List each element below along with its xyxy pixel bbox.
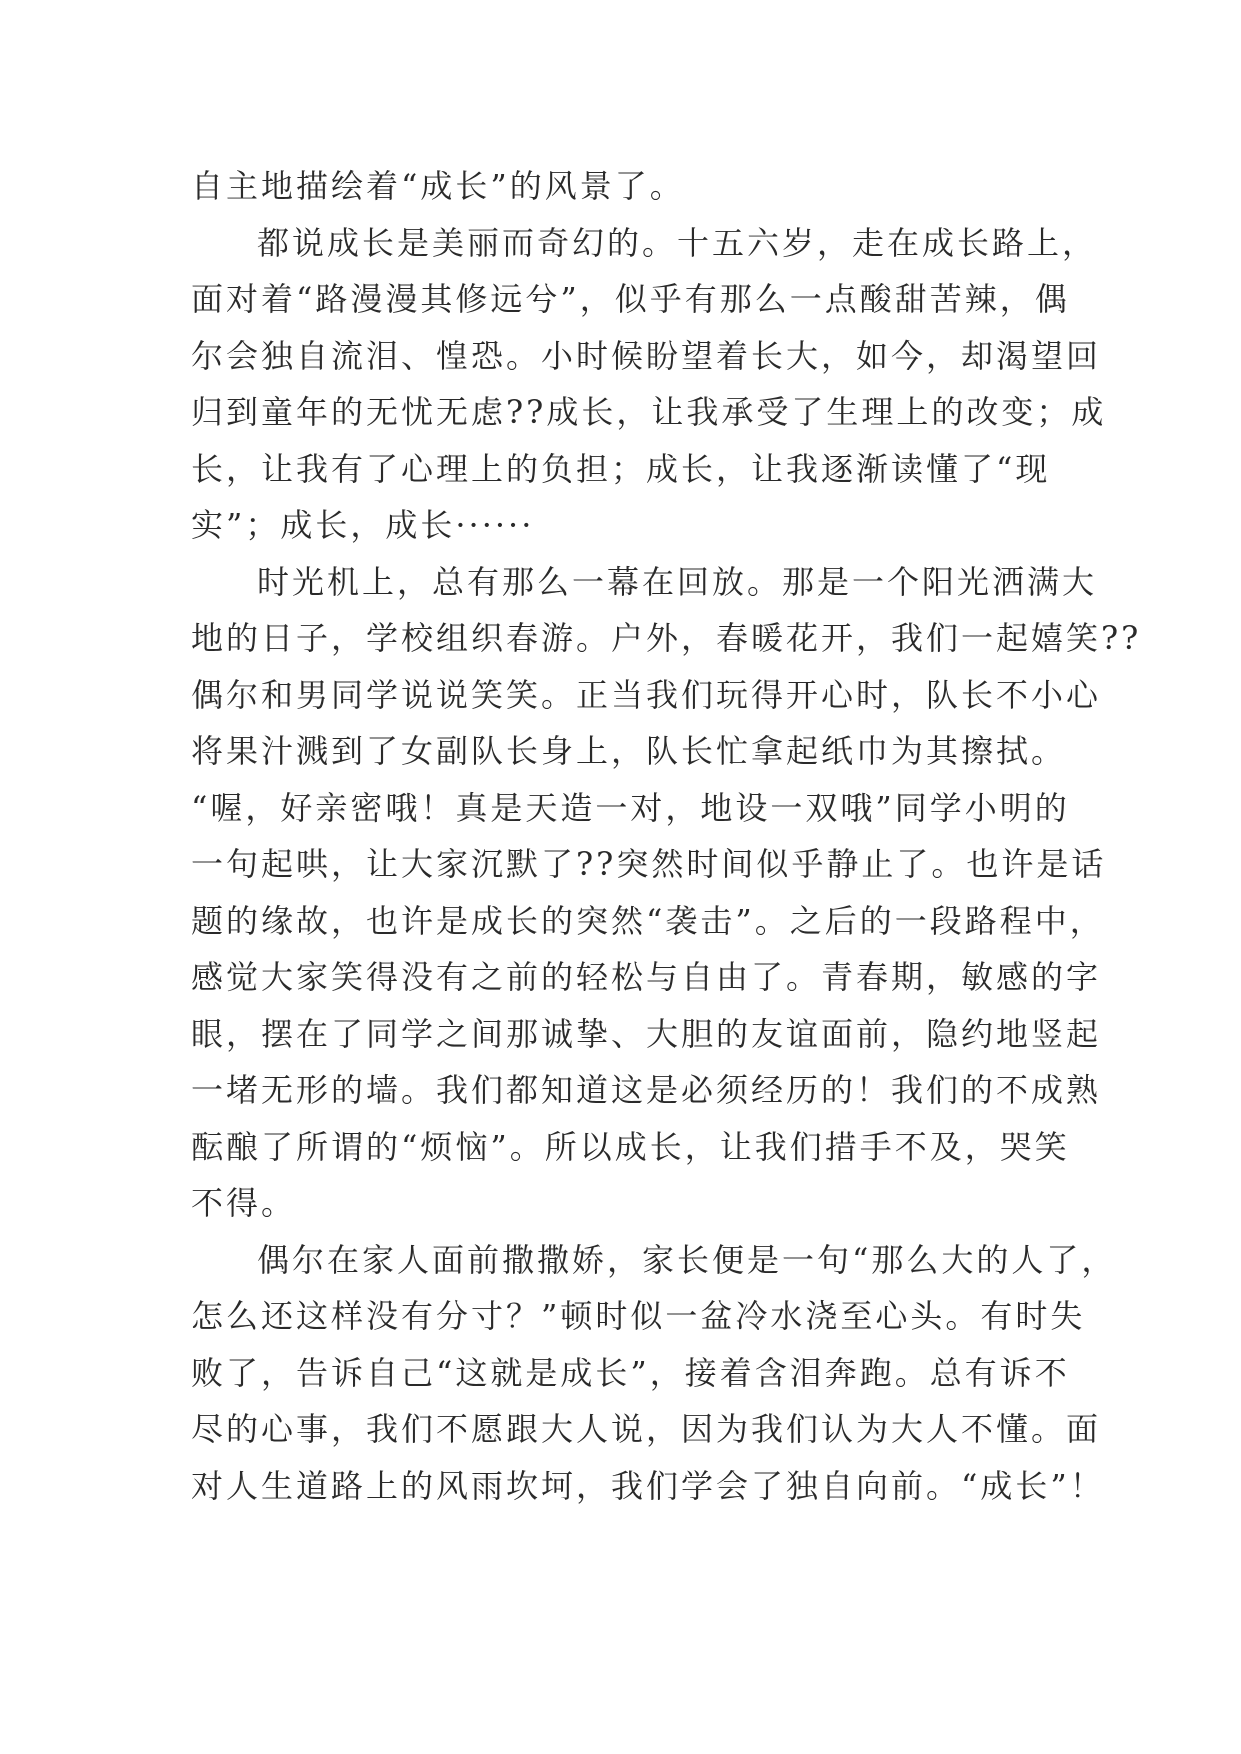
text-line: 将果汁溅到了女副队长身上，队长忙拿起纸巾为其擦拭。 [191, 732, 1067, 770]
text-line: 面对着“路漫漫其修远兮”，似乎有那么一点酸甜苦辣，偶 [191, 280, 1070, 318]
text-line: 地的日子，学校组织春游。户外，春暖花开，我们一起嬉笑?? [191, 619, 1142, 657]
text-line: 对人生道路上的风雨坎坷，我们学会了独自向前。“成长”！ [191, 1466, 1105, 1505]
essay-body [191, 158, 1142, 1514]
text-line: 一堵无形的墙。我们都知道这是必须经历的！我们的不成熟 [191, 1071, 1102, 1109]
paragraph-first-line: 偶尔在家人面前撒撒娇，家长便是一句“那么大的人了， [257, 1240, 1117, 1279]
paragraph-first-line: 时光机上，总有那么一幕在回放。那是一个阳光洒满大 [257, 562, 1098, 601]
text-line: 眼，摆在了同学之间那诚挚、大胆的友谊面前，隐约地竖起 [191, 1014, 1102, 1053]
text-line: 偶尔和男同学说说笑笑。正当我们玩得开心时，队长不小心 [191, 675, 1102, 714]
text-line: 一句起哄，让大家沉默了??突然时间似乎静止了。也许是话 [191, 845, 1107, 883]
text-line: 不得。 [191, 1184, 297, 1222]
text-line: 败了，告诉自己“这就是成长”，接着含泪奔跑。总有诉不 [191, 1353, 1070, 1392]
text-line: 题的缘故，也许是成长的突然“袭击”。之后的一段路程中， [191, 901, 1105, 940]
text-line: 长，让我有了心理上的负担；成长，让我逐渐读懂了“现 [191, 449, 1051, 488]
text-line: 尔会独自流泪、惶恐。小时候盼望着长大，如今，却渴望回 [191, 336, 1102, 375]
text-line: 归到童年的无忧无虑??成长，让我承受了生理上的改变；成 [191, 393, 1107, 431]
text-line: 感觉大家笑得没有之前的轻松与自由了。青春期，敏感的字 [191, 958, 1102, 996]
text-line: “喔，好亲密哦！真是天造一对，地设一双哦”同学小明的 [191, 788, 1070, 827]
text-line: 酝酿了所谓的“烦恼”。所以成长，让我们措手不及，哭笑 [191, 1127, 1070, 1166]
text-line: 尽的心事，我们不愿跟大人说，因为我们认为大人不懂。面 [191, 1410, 1102, 1448]
text-line: 实”；成长，成长······ [191, 506, 535, 544]
paragraph-first-line: 都说成长是美丽而奇幻的。十五六岁，走在成长路上， [257, 223, 1098, 262]
text-line: 怎么还这样没有分寸？”顿时似一盆冷水浇至心头。有时失 [191, 1297, 1086, 1335]
text-line: 自主地描绘着“成长”的风景了。 [191, 167, 685, 205]
